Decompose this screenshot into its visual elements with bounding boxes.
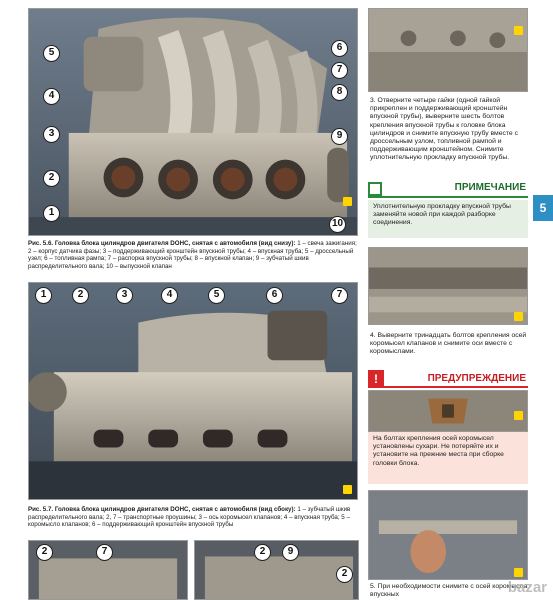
callout-9: 9 [282, 544, 299, 561]
callout-5: 5 [208, 287, 225, 304]
step-5-text: 5. При необходимости снимите с осей коромысла впускных [370, 583, 528, 599]
callout-2: 2 [36, 544, 53, 561]
warning-body: На болтах крепления осей коромысел установлены сухари. Не потеряйте их и установите на прежние места при сборке головки блока. [368, 432, 528, 484]
warning-title: ПРЕДУПРЕЖДЕНИЕ [427, 373, 526, 384]
step-5-photo [368, 490, 528, 580]
figure-5-6-caption-text: 1 – свеча зажигания; 2 – корпус датчика фазы; 3 – поддерживающий кронштейн впускной трубы; 4 – впускная труба; 5 – дроссельный узел; 6 – топливная рампа; 7 – распорка впускной трубы; 8 – впускной клапан; 9 – зубчатый шкив распределительного вала; 10 – выпускной клапан [28, 240, 357, 270]
callout-4: 4 [43, 88, 60, 105]
note-header [368, 180, 528, 198]
watermark: bazar [507, 579, 547, 596]
callout-8: 8 [331, 84, 348, 101]
figure-5-6-caption-title: Рис. 5.6. Головка блока цилиндров двигателя DOHC, снятая с автомобиля (вид снизу): [28, 240, 296, 247]
photo-tag-icon [514, 568, 523, 577]
warning-icon: ! [368, 370, 384, 388]
figure-5-7-caption [28, 506, 358, 529]
warning-photo [368, 390, 528, 432]
callout-4: 4 [161, 287, 178, 304]
callout-2: 2 [43, 170, 60, 187]
note-body: Уплотнительную прокладку впускной трубы заменяйте новой при каждой разборке соединения. [368, 200, 528, 238]
figure-5-7-photo [28, 282, 358, 500]
step-4-text: 4. Выверните тринадцать болтов крепления осей коромысел клапанов и снимите оси вместе с коромыслами. [370, 332, 527, 356]
note-title: ПРИМЕЧАНИЕ [454, 182, 526, 193]
photo-tag-icon [343, 197, 352, 206]
step-4-photo [368, 247, 528, 325]
photo-tag-icon [514, 411, 523, 420]
step-3-photo [368, 8, 528, 92]
callout-2: 2 [254, 544, 271, 561]
figure-5-6-caption [28, 240, 358, 270]
photo-tag-icon [514, 26, 523, 35]
callout-5: 5 [43, 45, 60, 62]
callout-2: 2 [72, 287, 89, 304]
callout-1: 1 [43, 205, 60, 222]
callout-7: 7 [96, 544, 113, 561]
callout-9: 9 [331, 128, 348, 145]
bottom-middle-photo [194, 540, 359, 600]
callout-10: 10 [329, 216, 346, 233]
callout-3: 3 [116, 287, 133, 304]
callout-3: 3 [43, 126, 60, 143]
photo-tag-icon [343, 485, 352, 494]
warning-header [368, 370, 528, 388]
callout-7: 7 [331, 62, 348, 79]
callout-7: 7 [331, 287, 348, 304]
note-icon [368, 182, 382, 196]
step-3-text: 3. Отверните четыре гайки (одной гайкой прикреплен и поддерживающий кронштейн впускной трубы), выверните шесть болтов крепления впускной трубы к головке блока цилиндров и снимите впускную трубу вместе с дроссельным узлом, топливной рампой и поддерживающим кронштейном. Снимите уплотнительную прокладку впускной трубы. [370, 97, 518, 162]
callout-6: 6 [331, 40, 348, 57]
figure-5-7-caption-title: Рис. 5.7. Головка блока цилиндров двигателя DOHC, снятая с автомобиля (вид сбоку): [28, 506, 296, 513]
figure-5-6-photo [28, 8, 358, 236]
figure-5-7-caption-text: 1 – зубчатый шкив распределительного вала; 2, 7 – транспортные проушины; 3 – ось коромысел клапанов; 4 – впускная труба; 5 – коромысло клапанов; 6 – поддерживающий кронштейн впускной трубы [28, 506, 351, 529]
chapter-tab: 5 [533, 195, 553, 221]
photo-tag-icon [514, 312, 523, 321]
callout-6: 6 [266, 287, 283, 304]
callout-1: 1 [35, 287, 52, 304]
callout-2: 2 [336, 566, 353, 583]
